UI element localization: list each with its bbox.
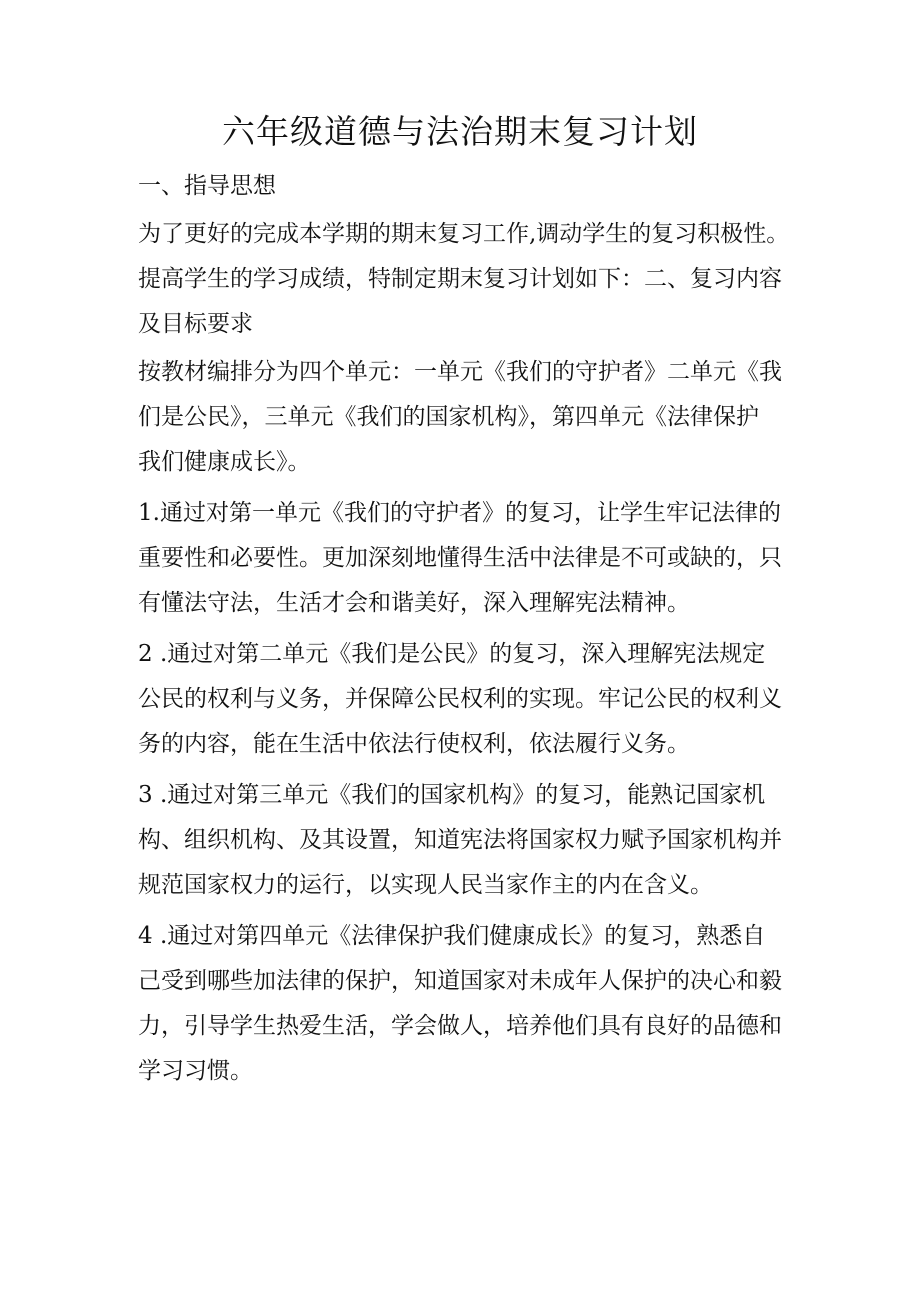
paragraph-line: 按教材编排分为四个单元：一单元《我们的守护者》二单元《我 (138, 359, 782, 385)
paragraph-line: 重要性和必要性。更加深刻地懂得生活中法律是不可或缺的，只 (138, 545, 782, 571)
paragraph-line: 有懂法守法，生活才会和谐美好，深入理解宪法精神。 (138, 590, 690, 616)
paragraph-line: 1.通过对第一单元《我们的守护者》的复习，让学生牢记法律的 (138, 500, 781, 526)
paragraph-line: 己受到哪些加法律的保护，知道国家对未成年人保护的决心和毅 (138, 968, 782, 994)
paragraph-line: 规范国家权力的运行，以实现人民当家作主的内在含义。 (138, 872, 713, 898)
paragraph-line: 们是公民》，三单元《我们的国家机构》，第四单元《法律保护 (138, 404, 759, 430)
paragraph-units (138, 350, 788, 485)
document-body (138, 164, 788, 1094)
paragraph-line: 力，引导学生热爱生活，学会做人，培养他们具有良好的品德和 (138, 1013, 782, 1039)
list-item-unit-3 (138, 773, 788, 908)
list-item-unit-4 (138, 914, 788, 1094)
paragraph-line: 构、组织机构、及其设置，知道宪法将国家权力赋予国家机构并 (138, 827, 782, 853)
document-title: 六年级道德与法治期末复习计划 (222, 112, 698, 151)
paragraph-line: 为了更好的完成本学期的期末复习工作,调动学生的复习积极性。 (138, 221, 790, 247)
list-item-unit-1 (138, 491, 788, 626)
paragraph-line: 3 .通过对第三单元《我们的国家机构》的复习，能熟记国家机 (138, 782, 766, 808)
paragraph-line: 学习习惯。 (138, 1058, 253, 1084)
paragraph-line: 提高学生的学习成绩，特制定期末复习计划如下：二、复习内容 (138, 266, 782, 292)
paragraph-line: 公民的权利与义务，并保障公民权利的实现。牢记公民的权利义 (138, 686, 782, 712)
paragraph-line: 及目标要求 (138, 311, 253, 337)
paragraph-line: 2 .通过对第二单元《我们是公民》的复习，深入理解宪法规定 (138, 641, 766, 667)
section-heading-guiding-thought: 一、指导思想 (138, 173, 276, 199)
paragraph-intro (138, 212, 788, 347)
paragraph-line: 我们健康成长》。 (138, 449, 311, 475)
paragraph-line: 4 .通过对第四单元《法律保护我们健康成长》的复习，熟悉自 (138, 923, 766, 949)
list-item-unit-2 (138, 632, 788, 767)
paragraph-line: 务的内容，能在生活中依法行使权利，依法履行义务。 (138, 731, 690, 757)
